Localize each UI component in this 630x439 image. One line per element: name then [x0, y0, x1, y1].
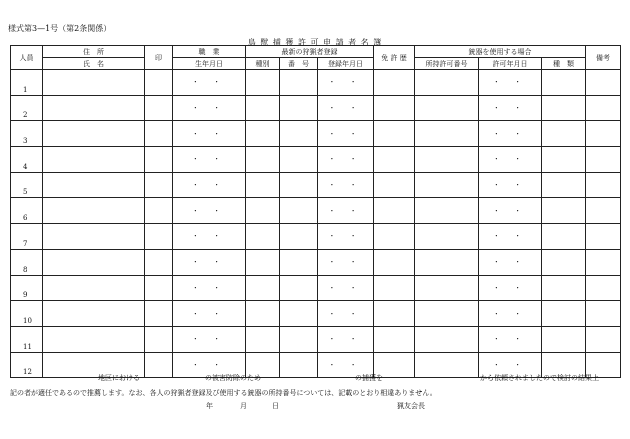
table-cell — [246, 172, 280, 198]
row-number: 9 — [11, 275, 43, 301]
date-placeholder: ・ ・ — [173, 326, 246, 352]
table-cell — [246, 70, 280, 96]
date-placeholder: ・ ・ — [318, 121, 374, 147]
date-placeholder: ・ ・ — [173, 172, 246, 198]
table-row — [11, 249, 621, 275]
row-number: 10 — [11, 301, 43, 327]
row-number: 11 — [11, 326, 43, 352]
table-cell — [542, 224, 586, 250]
table-cell — [415, 172, 479, 198]
date-placeholder: ・ ・ — [173, 70, 246, 96]
table-cell — [542, 275, 586, 301]
table-cell — [145, 249, 173, 275]
table-cell — [542, 198, 586, 224]
header-firearm-use: 銃器を使用する場合 — [415, 46, 586, 58]
table-cell — [43, 121, 145, 147]
table-cell — [586, 326, 621, 352]
table-cell — [43, 275, 145, 301]
row-number: 3 — [11, 121, 43, 147]
table-cell — [415, 301, 479, 327]
table-cell — [374, 198, 415, 224]
row-number: 2 — [11, 95, 43, 121]
header-possession-permit-no: 所持許可番号 — [415, 58, 479, 70]
table-cell — [374, 275, 415, 301]
date-placeholder: ・ ・ — [479, 326, 542, 352]
header-permit-date: 許可年月日 — [479, 58, 542, 70]
footer-damage-text: の被害防除のため — [205, 374, 261, 382]
table-cell — [415, 198, 479, 224]
date-placeholder: ・ ・ — [173, 301, 246, 327]
footer-month-label: 月 — [240, 402, 247, 410]
table-row — [11, 275, 621, 301]
header-seal: 印 — [145, 46, 173, 70]
header-remarks: 備考 — [586, 46, 621, 70]
table-cell — [415, 224, 479, 250]
footer-recommendation-text: 記の者が適任であるので推薦します。なお、各人の狩猟者登録及び使用する銃器の所持番号については、記載のとおり相違ありません。 — [10, 389, 437, 397]
header-reg-date: 登録年月日 — [318, 58, 374, 70]
table-cell — [415, 121, 479, 147]
table-cell — [145, 70, 173, 96]
header-occupation: 職 業 — [173, 46, 246, 58]
row-number: 4 — [11, 147, 43, 173]
table-cell — [415, 147, 479, 173]
date-placeholder: ・ ・ — [318, 352, 374, 378]
table-cell — [280, 95, 318, 121]
date-placeholder: ・ ・ — [318, 172, 374, 198]
table-cell — [145, 352, 173, 378]
table-row — [11, 70, 621, 96]
table-cell — [374, 301, 415, 327]
table-cell — [246, 198, 280, 224]
table-cell — [586, 147, 621, 173]
header-person-no: 人員 — [11, 46, 43, 70]
table-row — [11, 172, 621, 198]
table-cell — [415, 326, 479, 352]
date-placeholder: ・ ・ — [173, 275, 246, 301]
footer-signer-label: 猟友会長 — [397, 402, 425, 410]
date-placeholder: ・ ・ — [318, 95, 374, 121]
row-number: 1 — [11, 70, 43, 96]
header-birthdate: 生年月日 — [173, 58, 246, 70]
date-placeholder: ・ ・ — [318, 301, 374, 327]
page-title: 鳥 獣 捕 獲 許 可 申 請 者 名 簿 — [247, 38, 383, 47]
table-row — [11, 326, 621, 352]
table-cell — [280, 70, 318, 96]
table-cell — [374, 224, 415, 250]
table-cell — [145, 147, 173, 173]
table-row — [11, 198, 621, 224]
table-cell — [280, 198, 318, 224]
date-placeholder: ・ ・ — [318, 275, 374, 301]
table-cell — [145, 121, 173, 147]
table-cell — [374, 249, 415, 275]
table-cell — [542, 70, 586, 96]
table-cell — [43, 95, 145, 121]
date-placeholder: ・ ・ — [479, 301, 542, 327]
form-number: 様式第3—1号（第2条関係） — [8, 24, 112, 33]
date-placeholder: ・ ・ — [173, 121, 246, 147]
date-placeholder: ・ ・ — [173, 249, 246, 275]
table-cell — [586, 301, 621, 327]
table-cell — [280, 224, 318, 250]
table-cell — [374, 172, 415, 198]
table-cell — [246, 275, 280, 301]
table-cell — [43, 147, 145, 173]
table-cell — [280, 326, 318, 352]
table-cell — [280, 121, 318, 147]
table-cell — [586, 224, 621, 250]
table-row — [11, 224, 621, 250]
header-address: 住 所 — [43, 46, 145, 58]
table-cell — [43, 172, 145, 198]
table-cell — [586, 70, 621, 96]
table-cell — [415, 70, 479, 96]
date-placeholder: ・ ・ — [173, 198, 246, 224]
date-placeholder: ・ ・ — [318, 70, 374, 96]
table-cell — [145, 326, 173, 352]
table-cell — [43, 198, 145, 224]
table-cell — [374, 121, 415, 147]
header-reg-type: 種別 — [246, 58, 280, 70]
table-cell — [145, 95, 173, 121]
table-cell — [43, 249, 145, 275]
header-hunter-registration: 最新の狩猟者登録 — [246, 46, 374, 58]
row-number: 12 — [11, 352, 43, 378]
date-placeholder: ・ ・ — [479, 275, 542, 301]
table-cell — [586, 249, 621, 275]
row-number: 6 — [11, 198, 43, 224]
footer-district-text: 地区における — [98, 374, 140, 382]
table-cell — [415, 249, 479, 275]
table-cell — [43, 301, 145, 327]
date-placeholder: ・ ・ — [479, 95, 542, 121]
table-cell — [43, 70, 145, 96]
date-placeholder: ・ ・ — [318, 249, 374, 275]
table-cell — [246, 95, 280, 121]
table-cell — [145, 275, 173, 301]
header-license-history: 免 許 歴 — [374, 46, 415, 70]
row-number: 8 — [11, 249, 43, 275]
table-cell — [145, 172, 173, 198]
row-number: 5 — [11, 172, 43, 198]
table-cell — [542, 95, 586, 121]
table-cell — [280, 172, 318, 198]
table-cell — [280, 147, 318, 173]
footer-capture-text: の捕獲を — [355, 374, 383, 382]
date-placeholder: ・ ・ — [173, 95, 246, 121]
table-cell — [246, 249, 280, 275]
row-number: 7 — [11, 224, 43, 250]
date-placeholder: ・ ・ — [173, 352, 246, 378]
table-cell — [145, 198, 173, 224]
table-cell — [246, 147, 280, 173]
table-row — [11, 301, 621, 327]
table-cell — [246, 326, 280, 352]
date-placeholder: ・ ・ — [173, 147, 246, 173]
header-firearm-type: 種 類 — [542, 58, 586, 70]
footer-year-label: 年 — [206, 402, 213, 410]
table-cell — [542, 172, 586, 198]
table-cell — [280, 301, 318, 327]
table-cell — [374, 147, 415, 173]
table-cell — [374, 70, 415, 96]
table-cell — [586, 275, 621, 301]
date-placeholder: ・ ・ — [479, 121, 542, 147]
table-cell — [542, 301, 586, 327]
table-cell — [43, 224, 145, 250]
table-cell — [542, 147, 586, 173]
table-cell — [246, 121, 280, 147]
date-placeholder: ・ ・ — [318, 326, 374, 352]
date-placeholder: ・ ・ — [479, 249, 542, 275]
date-placeholder: ・ ・ — [479, 172, 542, 198]
table-row — [11, 147, 621, 173]
table-cell — [374, 326, 415, 352]
table-cell — [374, 95, 415, 121]
table-cell — [415, 275, 479, 301]
date-placeholder: ・ ・ — [318, 198, 374, 224]
table-cell — [415, 95, 479, 121]
table-cell — [586, 95, 621, 121]
date-placeholder: ・ ・ — [479, 147, 542, 173]
date-placeholder: ・ ・ — [318, 147, 374, 173]
table-cell — [246, 301, 280, 327]
table-cell — [280, 352, 318, 378]
table-cell — [43, 326, 145, 352]
date-placeholder: ・ ・ — [479, 70, 542, 96]
table-cell — [586, 198, 621, 224]
table-cell — [542, 326, 586, 352]
table-cell — [542, 249, 586, 275]
header-reg-number: 番 号 — [280, 58, 318, 70]
table-cell — [280, 275, 318, 301]
footer-day-label: 日 — [272, 402, 279, 410]
table-row — [11, 95, 621, 121]
table-row — [11, 121, 621, 147]
date-placeholder: ・ ・ — [479, 198, 542, 224]
table-cell — [246, 224, 280, 250]
table-cell — [542, 121, 586, 147]
table-cell — [280, 249, 318, 275]
date-placeholder: ・ ・ — [173, 224, 246, 250]
footer-request-text: から依頼されましたので検討の結果上 — [480, 374, 599, 382]
table-cell — [145, 301, 173, 327]
date-placeholder: ・ ・ — [479, 224, 542, 250]
date-placeholder: ・ ・ — [479, 352, 542, 378]
table-cell — [586, 172, 621, 198]
applicant-register-table — [10, 45, 621, 378]
header-name: 氏 名 — [43, 58, 145, 70]
table-cell — [145, 224, 173, 250]
table-cell — [415, 352, 479, 378]
date-placeholder: ・ ・ — [318, 224, 374, 250]
table-cell — [586, 121, 621, 147]
